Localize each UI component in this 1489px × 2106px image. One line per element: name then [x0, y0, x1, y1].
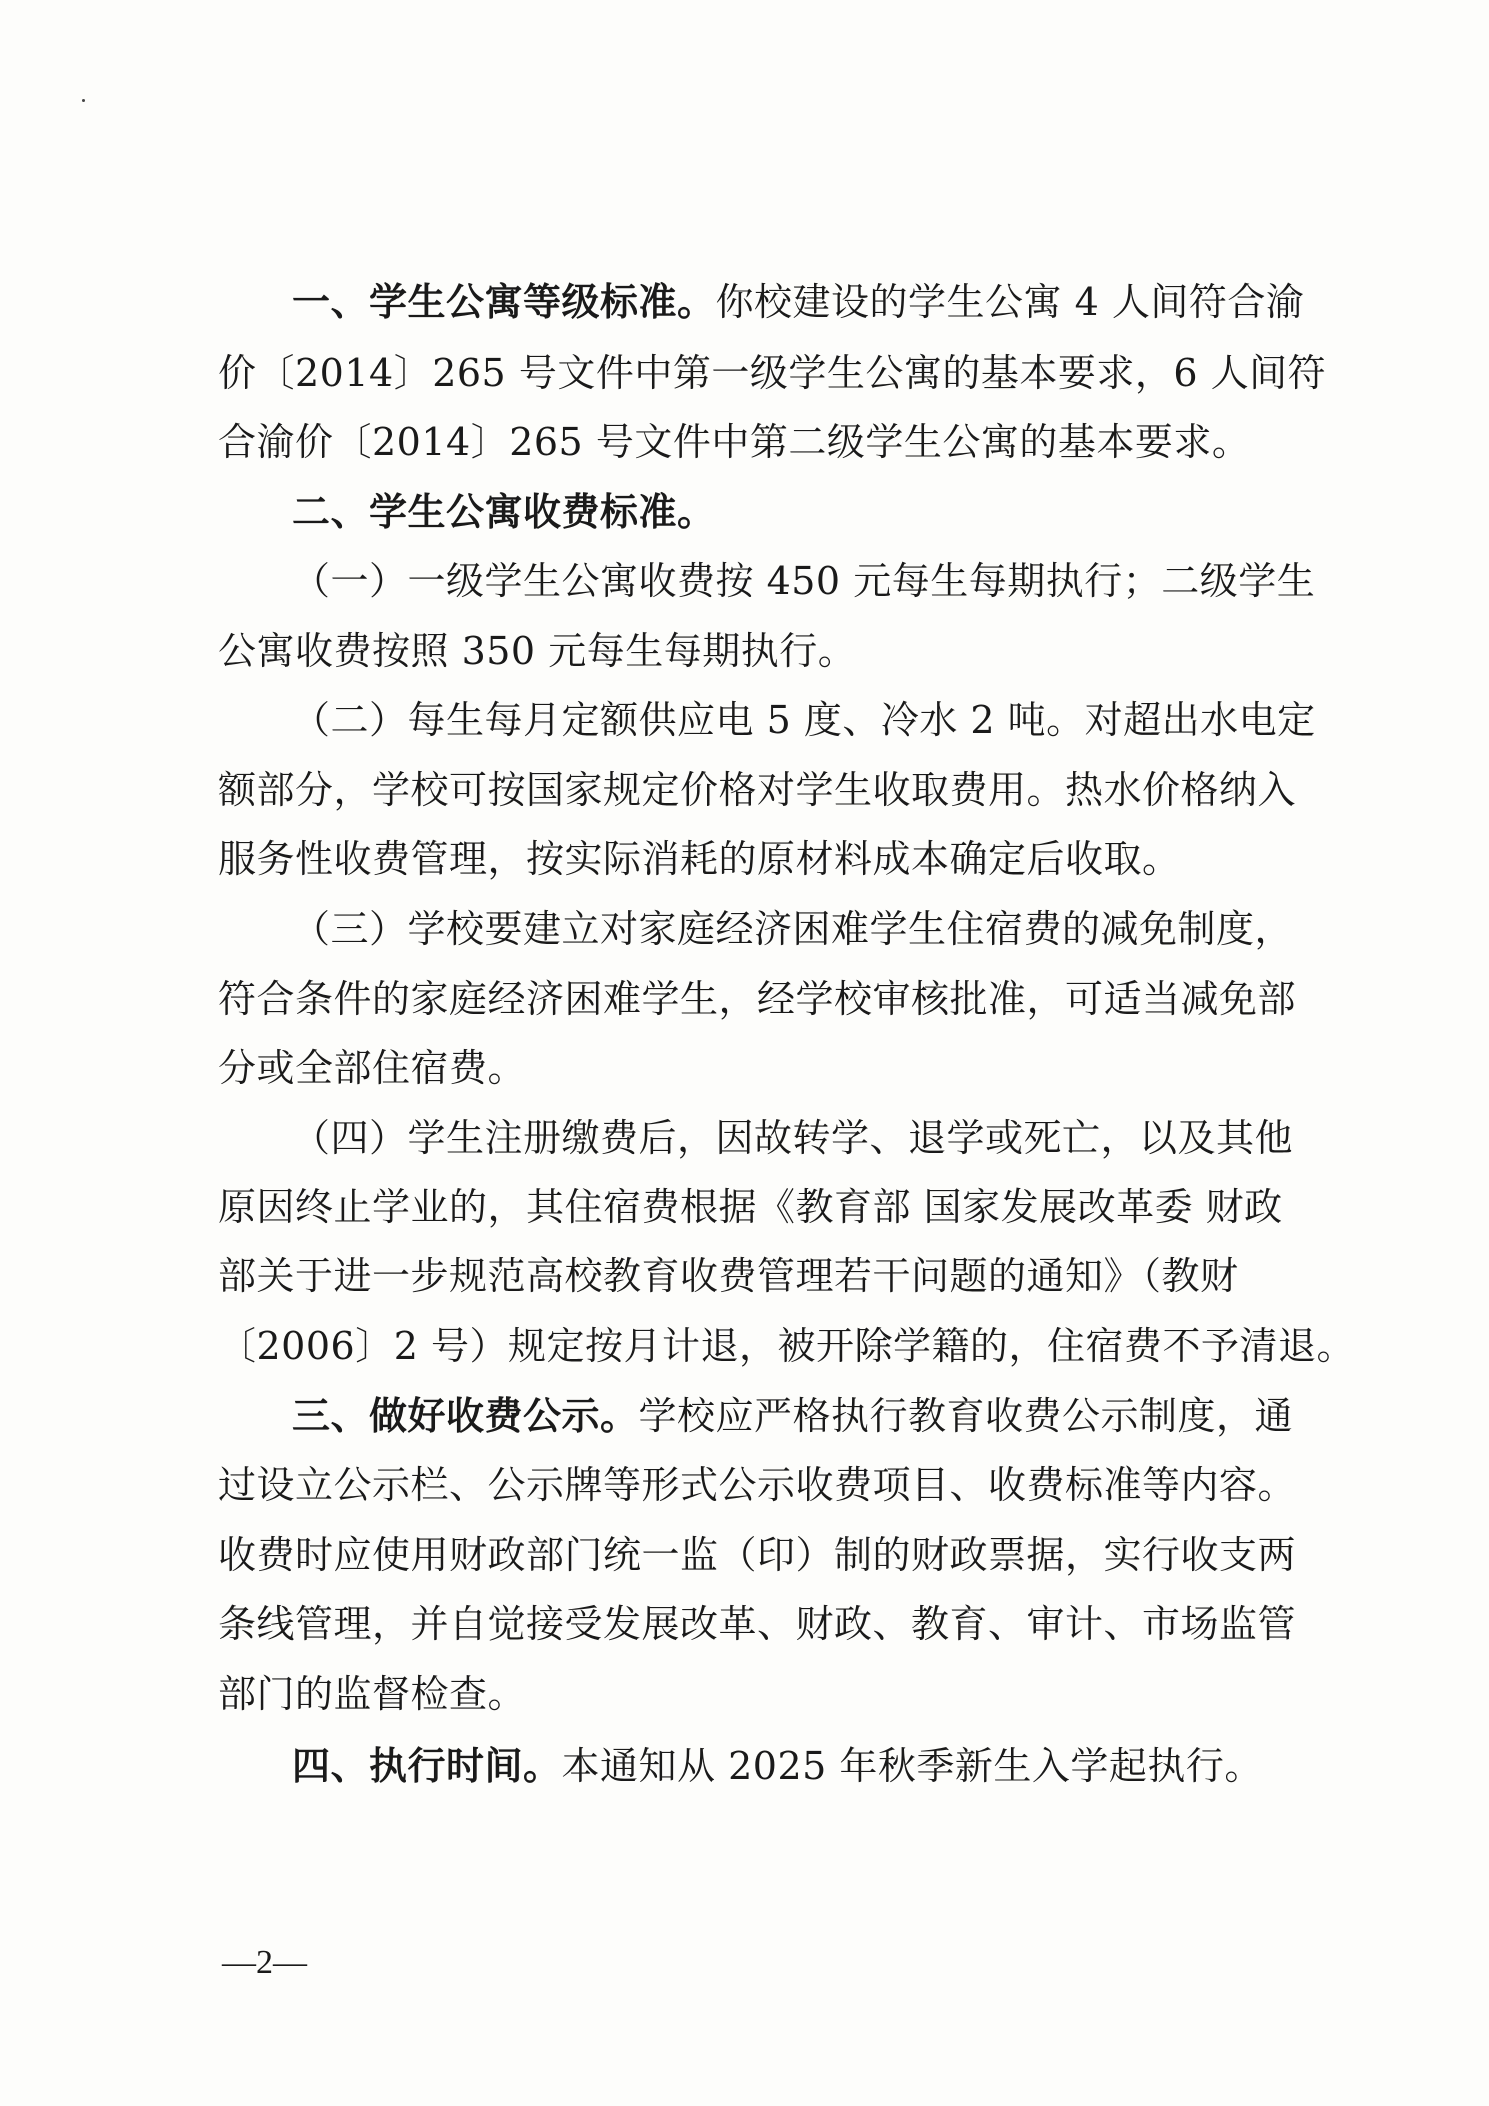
para-2-4-line-1: （四）学生注册缴费后，因故转学、退学或死亡，以及其他 [292, 1116, 1294, 1160]
para-1-line-3: 合渝价〔2014〕265 号文件中第二级学生公寓的基本要求。 [218, 420, 1251, 464]
para-1-line-2: 价〔2014〕265 号文件中第一级学生公寓的基本要求，6 人间符 [218, 351, 1327, 395]
para-2-3-line-3: 分或全部住宿费。 [218, 1046, 527, 1090]
para-1-heading: 一、学生公寓等级标准。 [292, 280, 716, 324]
para-2-4-line-4: 〔2006〕2 号）规定按月计退，被开除学籍的，住宿费不予清退。 [218, 1324, 1355, 1368]
para-1-line-1 [292, 280, 1303, 324]
para-3-text: 学校应严格执行教育收费公示制度，通 [638, 1394, 1294, 1438]
para-2-2-line-3: 服务性收费管理，按实际消耗的原材料成本确定后收取。 [218, 837, 1181, 881]
para-2-1-line-1: （一）一级学生公寓收费按 450 元每生每期执行；二级学生 [292, 559, 1316, 603]
para-4-line-1 [292, 1744, 1303, 1788]
para-2-heading: 二、学生公寓收费标准。 [292, 490, 716, 534]
para-2-2-line-1: （二）每生每月定额供应电 5 度、冷水 2 吨。对超出水电定 [292, 698, 1316, 742]
para-2-4-line-2: 原因终止学业的，其住宿费根据《教育部 国家发展改革委 财政 [218, 1185, 1283, 1229]
para-3-line-5: 部门的监督检查。 [218, 1672, 527, 1716]
page-number: —2— [222, 1944, 307, 1981]
para-2-1-line-2: 公寓收费按照 350 元每生每期执行。 [218, 629, 857, 673]
para-2-2-line-2: 额部分，学校可按国家规定价格对学生收取费用。热水价格纳入 [218, 768, 1297, 812]
para-3-heading: 三、做好收费公示。 [292, 1394, 639, 1438]
para-4-heading: 四、执行时间。 [292, 1744, 562, 1788]
para-2-3-line-1: （三）学校要建立对家庭经济困难学生住宿费的减免制度， [292, 907, 1294, 951]
scan-speck [82, 99, 85, 102]
para-1-text: 你校建设的学生公寓 4 人间符合渝 [715, 280, 1305, 324]
para-3-line-4: 条线管理，并自觉接受发展改革、财政、教育、审计、市场监管 [218, 1602, 1297, 1646]
para-3-line-3: 收费时应使用财政部门统一监（印）制的财政票据，实行收支两 [218, 1533, 1297, 1577]
para-2-4-line-3: 部关于进一步规范高校教育收费管理若干问题的通知》（教财 [218, 1254, 1239, 1298]
para-3-line-1 [292, 1394, 1303, 1438]
para-4-text: 本通知从 2025 年秋季新生入学起执行。 [561, 1744, 1263, 1788]
para-3-line-2: 过设立公示栏、公示牌等形式公示收费项目、收费标准等内容。 [218, 1463, 1297, 1507]
para-2-3-line-2: 符合条件的家庭经济困难学生，经学校审核批准，可适当减免部 [218, 977, 1297, 1021]
